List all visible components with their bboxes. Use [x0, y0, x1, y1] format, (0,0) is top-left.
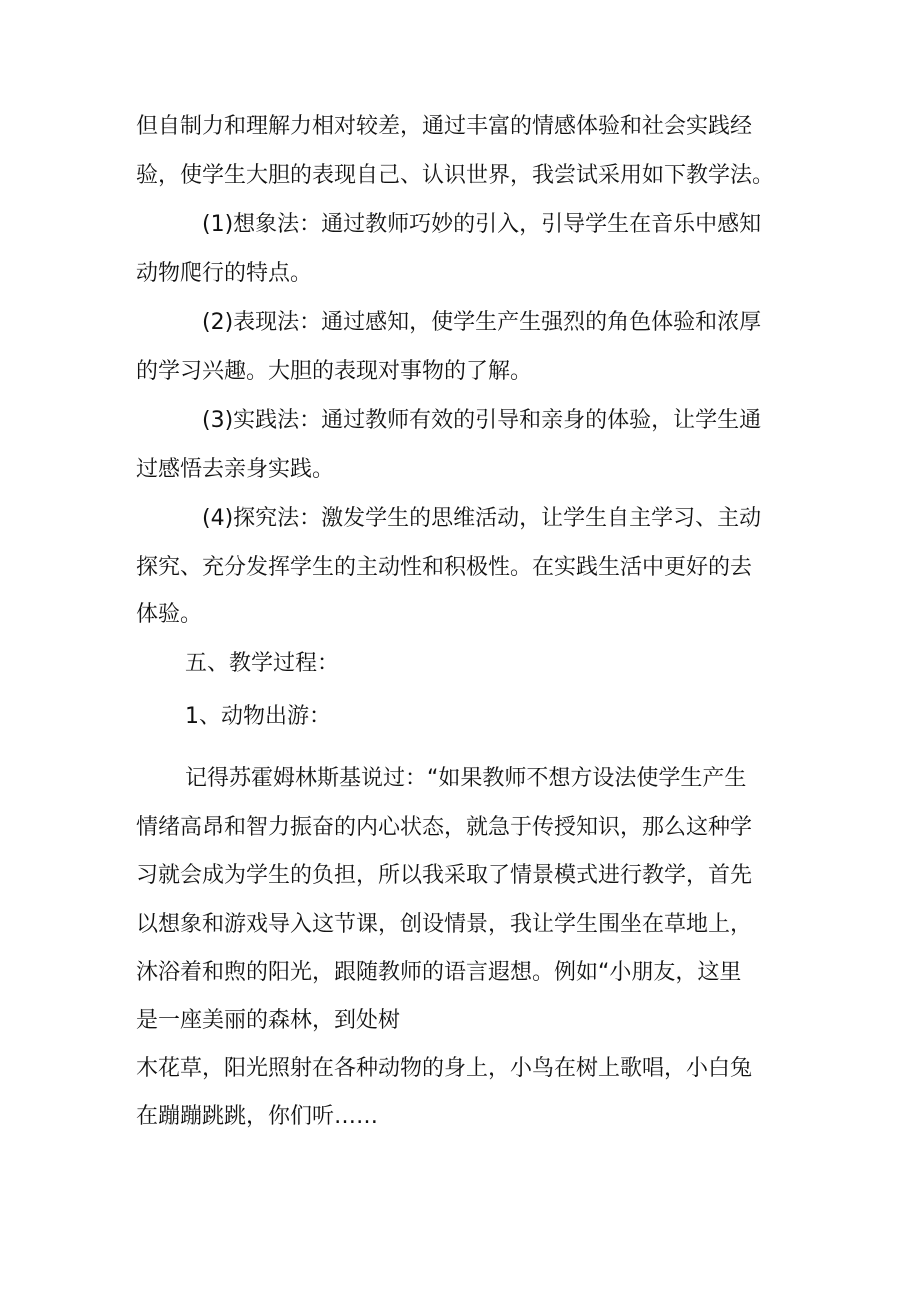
text-line: 探究、充分发挥学生的主动性和积极性。在实践生活中更好的去 [136, 555, 753, 580]
text-line: 木花草，阳光照射在各种动物的身上，小鸟在树上歌唱，小白兔 [136, 1056, 753, 1081]
text-line: (3)实践法：通过教师有效的引导和亲身的体验，让学生通 [202, 408, 762, 433]
text-line: 体验。 [136, 602, 203, 627]
text-line: (1)想象法：通过教师巧妙的引入，引导学生在音乐中感知 [202, 212, 762, 237]
text-line: 在蹦蹦跳跳，你们听…… [136, 1104, 379, 1129]
text-line: 的学习兴趣。大胆的表现对事物的了解。 [136, 359, 533, 384]
text-line: 习就会成为学生的负担，所以我采取了情景模式进行教学，首先 [136, 863, 753, 888]
text-line: 动物爬行的特点。 [136, 261, 313, 286]
text-line: 但自制力和理解力相对较差，通过丰富的情感体验和社会实践经 [136, 114, 753, 139]
text-line: (4)探究法：激发学生的思维活动，让学生自主学习、主动 [202, 506, 762, 531]
text-line: 以想象和游戏导入这节课，创设情景，我让学生围坐在草地上， [136, 912, 753, 937]
text-line: (2)表现法：通过感知，使学生产生强烈的角色体验和浓厚 [202, 310, 762, 335]
text-line: 沐浴着和煦的阳光，跟随教师的语言遐想。例如“小朋友，这里 [136, 960, 742, 985]
text-line: 情绪高昂和智力振奋的内心状态，就急于传授知识，那么这种学 [136, 815, 753, 840]
text-line: 验，使学生大胆的表现自己、认识世界，我尝试采用如下教学法。 [136, 163, 775, 188]
text-line: 是一座美丽的森林，到处树 [136, 1008, 401, 1033]
subsection-heading: 1、动物出游： [185, 704, 331, 729]
text-line: 过感悟去亲身实践。 [136, 457, 335, 482]
section-heading: 五、教学过程： [185, 651, 340, 676]
text-line: 记得苏霍姆林斯基说过：“如果教师不想方设法使学生产生 [185, 766, 747, 791]
